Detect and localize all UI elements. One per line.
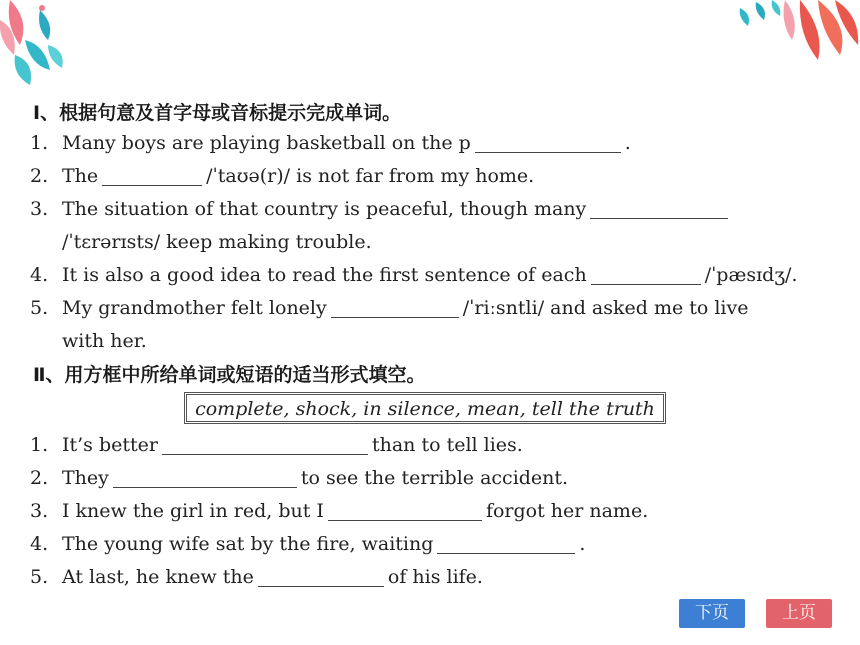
question-text: My grandmother felt lonely — [62, 297, 327, 319]
question-number: 4. — [30, 264, 49, 286]
leaf-decoration-left — [0, 0, 90, 95]
question-text: I knew the girl in red, but I — [62, 500, 324, 522]
question-text-after: of his life. — [387, 566, 483, 588]
question-text: It’s better — [62, 434, 158, 456]
question-number: 2. — [30, 467, 49, 489]
question-number: 2. — [30, 165, 49, 187]
question-text-after: /ˈtaʊə(r)/ is not far from my home. — [206, 165, 535, 187]
section-2-question-1 — [30, 434, 523, 456]
answer-blank[interactable] — [475, 134, 621, 153]
answer-blank[interactable] — [331, 299, 459, 318]
question-text: The young wife sat by the fire, waiting — [62, 533, 434, 555]
answer-blank[interactable] — [328, 502, 482, 521]
section-1-question-5-continued — [30, 330, 147, 352]
answer-blank[interactable] — [437, 535, 575, 554]
question-text-after: /ˈpæsɪdʒ/. — [704, 264, 798, 286]
section-1-heading: Ⅰ、根据句意及首字母或音标提示完成单词。 — [33, 102, 402, 124]
question-text: At last, he knew the — [62, 566, 254, 588]
question-text-after: /ˈriːsntli/ and asked me to live — [462, 297, 749, 319]
question-text-after: forgot her name. — [485, 500, 649, 522]
section-2-question-5 — [30, 566, 483, 588]
answer-blank[interactable] — [591, 266, 701, 285]
section-2-question-2 — [30, 467, 568, 489]
answer-blank[interactable] — [162, 436, 368, 455]
question-number: 5. — [30, 297, 49, 319]
word-bank-box: complete, shock, in silence, mean, tell the truth — [186, 394, 664, 422]
answer-blank[interactable] — [102, 167, 202, 186]
question-text: They — [62, 467, 109, 489]
section-2-question-4 — [30, 533, 585, 555]
question-text-after: . — [579, 533, 586, 555]
question-text: It is also a good idea to read the first sentence of each — [62, 264, 587, 286]
next-page-button[interactable]: 下页 — [679, 599, 745, 628]
question-text: The situation of that country is peaceful, though many — [62, 198, 587, 220]
question-text: /ˈtɛrərɪsts/ keep making trouble. — [62, 231, 372, 253]
question-text-after: than to tell lies. — [371, 434, 523, 456]
section-2-question-3 — [30, 500, 648, 522]
question-number: 3. — [30, 198, 49, 220]
answer-blank[interactable] — [258, 568, 384, 587]
question-number: 5. — [30, 566, 49, 588]
section-1-question-3-continued — [30, 231, 372, 253]
section-1-question-5 — [30, 297, 749, 319]
section-1-question-2 — [30, 165, 534, 187]
question-number: 3. — [30, 500, 49, 522]
answer-blank[interactable] — [590, 200, 728, 219]
question-text: with her. — [62, 330, 147, 352]
answer-blank[interactable] — [113, 469, 297, 488]
question-number: 1. — [30, 132, 49, 154]
previous-page-button[interactable]: 上页 — [766, 599, 832, 628]
question-text: Many boys are playing basketball on the p — [62, 132, 471, 154]
question-number: 1. — [30, 434, 49, 456]
leaf-decoration-right — [730, 0, 860, 70]
section-1-question-1 — [30, 132, 631, 154]
section-2-heading: Ⅱ、用方框中所给单词或短语的适当形式填空。 — [33, 364, 426, 386]
question-text-after: . — [624, 132, 631, 154]
question-number: 4. — [30, 533, 49, 555]
question-text-after: to see the terrible accident. — [300, 467, 569, 489]
question-text: The — [62, 165, 99, 187]
section-1-question-4 — [30, 264, 798, 286]
section-1-question-3 — [30, 198, 732, 220]
